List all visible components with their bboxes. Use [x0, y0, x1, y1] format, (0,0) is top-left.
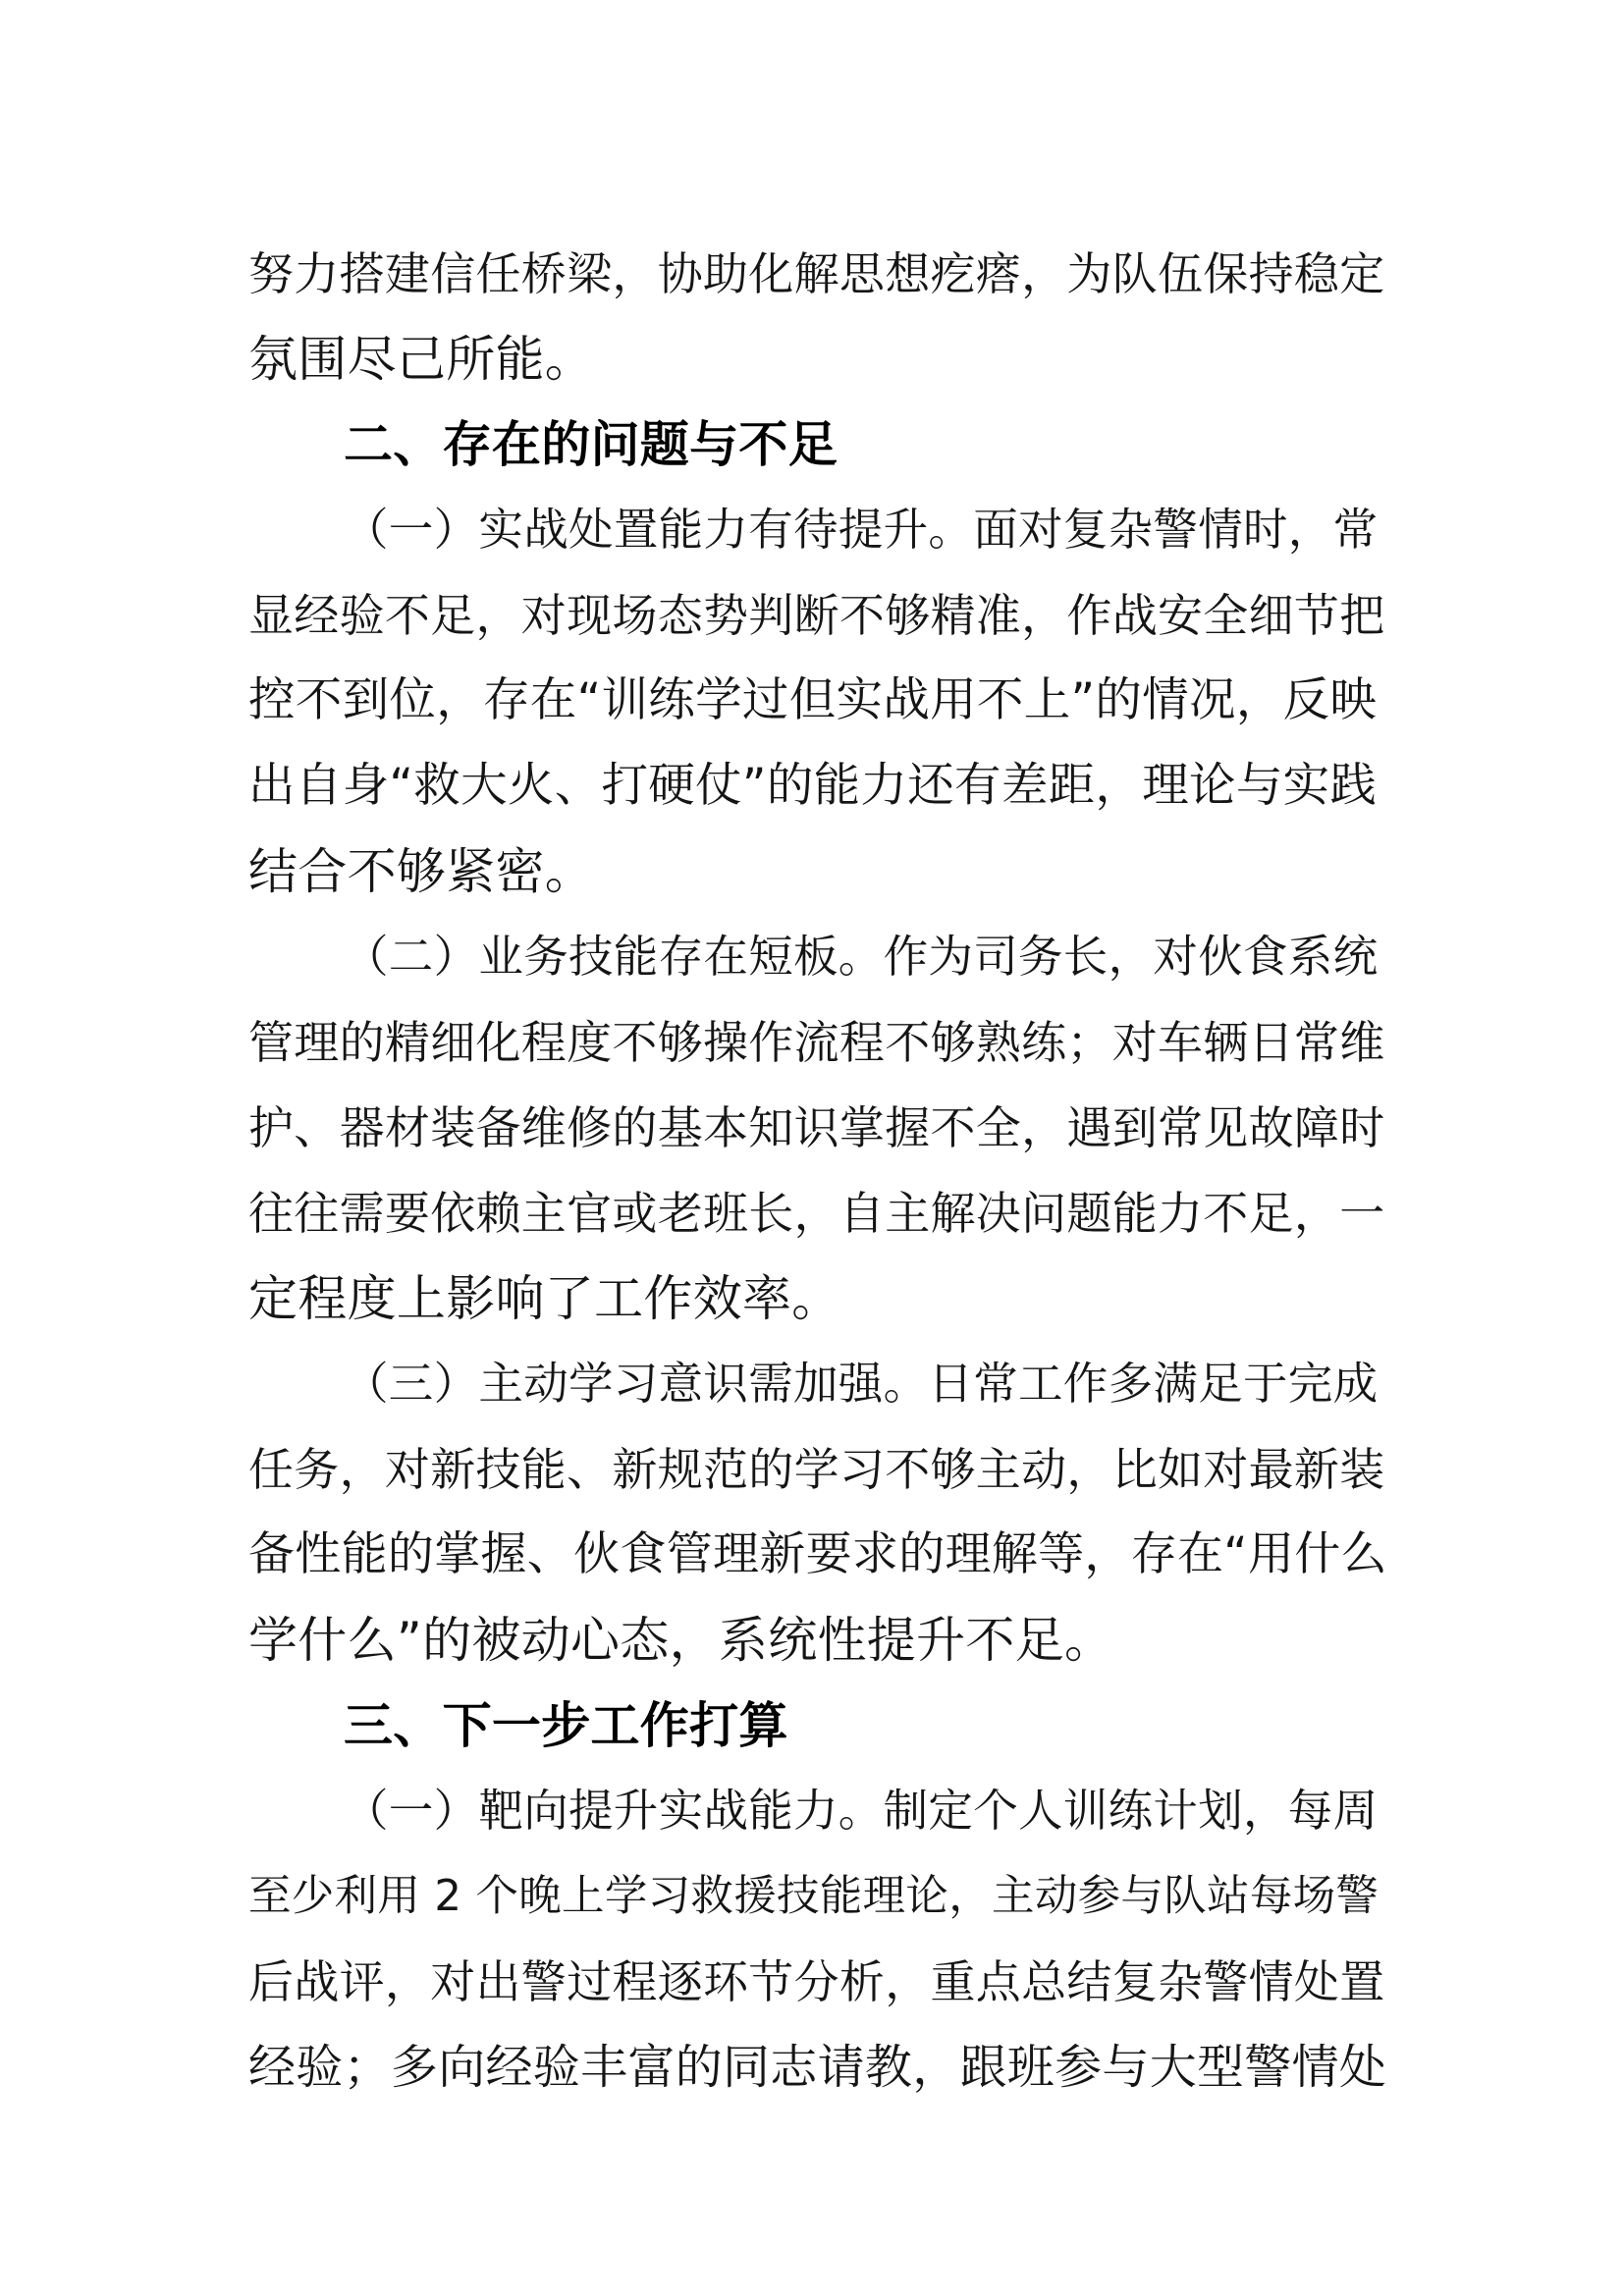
body-text-line: 控不到位，存在“训练学过但实战用不上”的情况，反映	[248, 673, 1378, 727]
paragraph-start-line: （三）主动学习意识需加强。日常工作多满足于完成	[344, 1358, 1379, 1410]
section-heading-next-steps: 三、下一步工作打算	[344, 1697, 788, 1754]
body-text-line: 往往需要依赖主官或老班长，自主解决问题能力不足，一	[248, 1187, 1385, 1240]
paragraph-start-line: （一）靶向提升实战能力。制定个人训练计划，每周	[344, 1785, 1379, 1837]
paragraph-start-line: （二）业务技能存在短板。作为司务长，对伙食系统	[344, 931, 1379, 983]
body-text-line: 出自身“救大火、打硬仗”的能力还有差距，理论与实践	[248, 759, 1378, 813]
body-text-line: 备性能的掌握、伙食管理新要求的理解等，存在“用什么	[248, 1527, 1387, 1581]
body-text-line: 后战评，对出警过程逐环节分析，重点总结复杂警情处置	[248, 1955, 1385, 2008]
body-text-line: 任务，对新技能、新规范的学习不够主动，比如对最新装	[248, 1443, 1385, 1496]
body-text-line: 氛围尽己所能。	[248, 331, 595, 388]
paragraph-start-line: （一）实战处置能力有待提升。面对复杂警情时，常	[344, 504, 1379, 556]
body-text-line: 至少利用 2 个晚上学习救援技能理论，主动参与队站每场警	[248, 1872, 1380, 1921]
body-text-line: 学什么”的被动心态，系统性提升不足。	[248, 1612, 1114, 1669]
body-text-line: 显经验不足，对现场态势判断不够精准，作战安全细节把	[248, 589, 1385, 642]
section-heading-problems: 二、存在的问题与不足	[344, 416, 838, 473]
body-text-line: 定程度上影响了工作效率。	[248, 1270, 841, 1327]
body-text-line: 经验；多向经验丰富的同志请教，跟班参与大型警情处	[248, 2040, 1387, 2095]
body-text-line: 结合不够紧密。	[248, 843, 595, 900]
body-text-line: 管理的精细化程度不够操作流程不够熟练；对车辆日常维	[248, 1016, 1385, 1069]
body-text-line: 努力搭建信任桥梁，协助化解思想疙瘩，为队伍保持稳定	[248, 247, 1385, 300]
body-text-line: 护、器材装备维修的基本知识掌握不全，遇到常见故障时	[248, 1101, 1385, 1154]
